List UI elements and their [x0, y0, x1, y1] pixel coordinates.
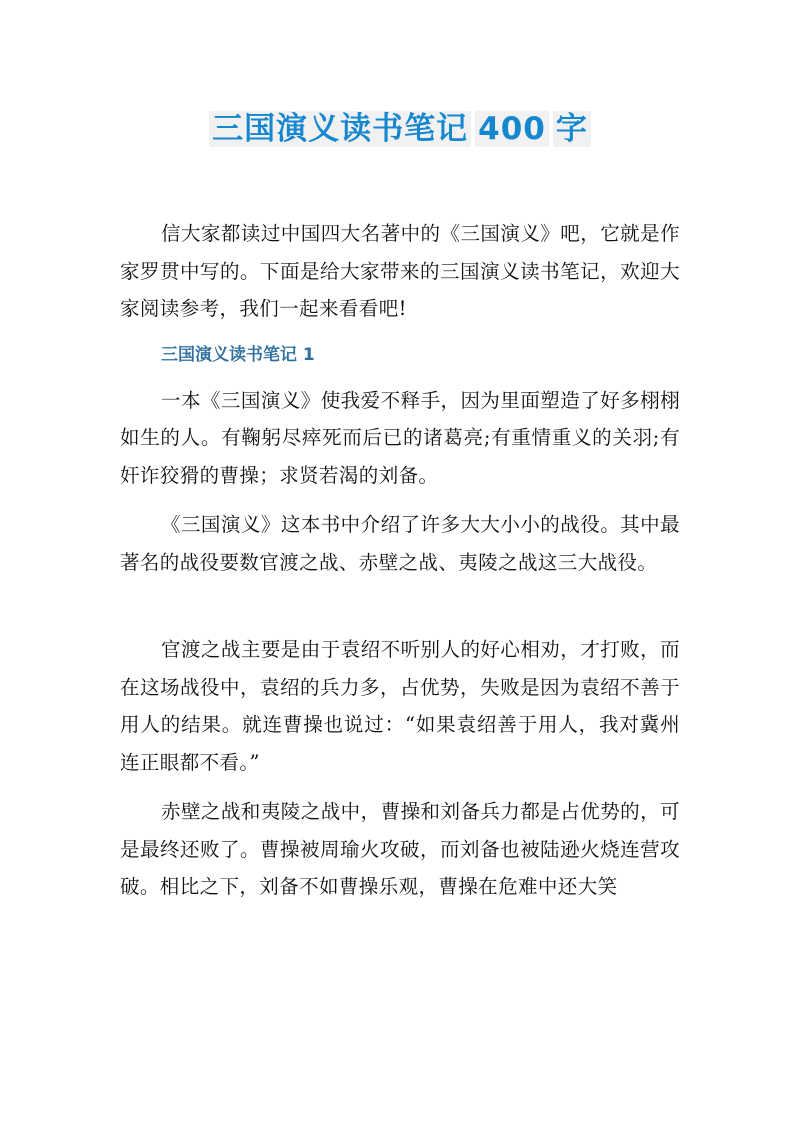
title-part-suffix: 字 — [553, 111, 591, 147]
body-paragraph: 《三国演义》这本书中介绍了许多大大小小的战役。其中最著名的战役要数官渡之战、赤壁之战、夷陵之战这三大战役。 — [120, 513, 680, 574]
title-part-number: 400 — [475, 111, 549, 147]
section-heading: 三国演义读书笔记 1 — [161, 344, 315, 365]
document-body — [120, 215, 680, 906]
title-part-main: 三国演义读书笔记 — [209, 111, 471, 147]
intro-paragraph: 信大家都读过中国四大名著中的《三国演义》吧，它就是作家罗贯中写的。下面是给大家带来的三国演义读书笔记，欢迎大家阅读参考，我们一起来看看吧! — [120, 222, 680, 320]
body-paragraph: 官渡之战主要是由于袁绍不听别人的好心相劝，才打败，而在这场战役中，袁绍的兵力多，占优势，失败是因为袁绍不善于用人的结果。就连曹操也说过：“如果袁绍善于用人，我对冀州连正眼都不看。” — [120, 638, 680, 774]
document-title — [0, 106, 800, 152]
body-paragraph: 一本《三国演义》使我爱不释手，因为里面塑造了好多栩栩如生的人。有鞠躬尽瘁死而后已的诸葛亮;有重情重义的关羽;有奸诈狡猾的曹操；求贤若渴的刘备。 — [120, 388, 680, 487]
body-paragraph: 赤壁之战和夷陵之战中，曹操和刘备兵力都是占优势的，可是最终还败了。曹操被周瑜火攻破，而刘备也被陆逊火烧连营攻破。相比之下，刘备不如曹操乐观，曹操在危难中还大笑 — [120, 800, 680, 898]
